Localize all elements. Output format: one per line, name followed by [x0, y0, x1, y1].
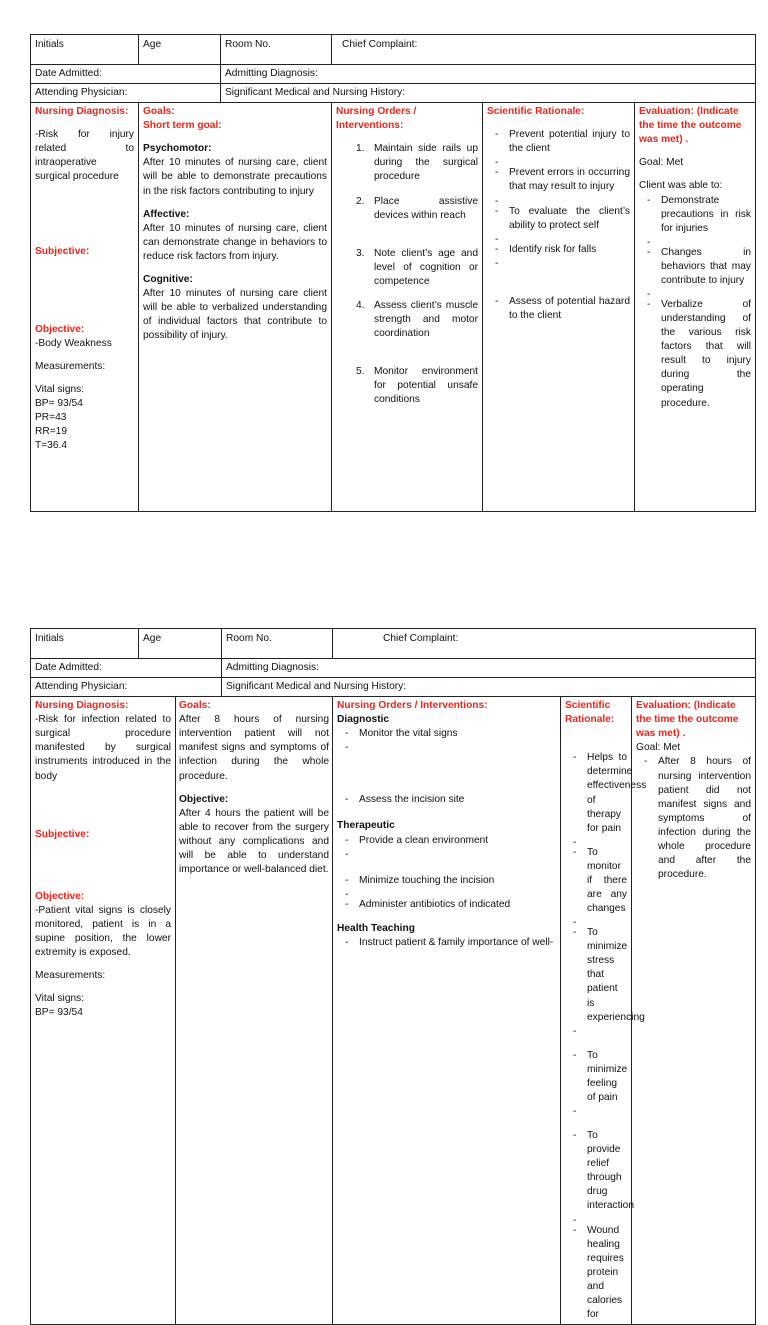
nursing-diagnosis-title: Nursing Diagnosis: — [35, 106, 129, 118]
room-cell: Room No. — [221, 35, 332, 65]
interventions-title: Nursing Orders / Interventions: — [336, 106, 417, 132]
evaluation-item: - Demonstrate precautions in risk for injuries — [639, 194, 751, 236]
measurements-label: Measurements: — [35, 360, 106, 372]
medical-history-cell: Significant Medical and Nursing History: — [222, 678, 756, 697]
evaluation-cell — [632, 697, 756, 1325]
evaluation-item: - Verbalize of understanding of the various risk factors that will result to injury during the operating procedure. — [639, 298, 751, 411]
intervention-item: 2. Place assistive devices within reach — [336, 195, 478, 223]
affective-text: After 10 minutes of nursing care, client can demonstrate change in behaviors to reduce risk factors from injury. — [143, 222, 327, 262]
goals-cell — [139, 103, 332, 512]
evaluation-cell — [635, 103, 756, 512]
objective-text: -Body Weakness — [35, 337, 112, 349]
age-cell: Age — [139, 629, 222, 659]
nursing-diagnosis-cell — [31, 103, 139, 512]
psychomotor-title: Psychomotor: — [143, 143, 212, 155]
vital-sign: PR=43 — [35, 412, 67, 424]
chief-complaint-cell: Chief Complaint: — [332, 35, 756, 65]
rationale-item: - To provide relief through drug interaction — [565, 1129, 627, 1213]
rationale-title: Scientific Rationale: — [565, 700, 615, 726]
subjective-title: Subjective: — [35, 245, 90, 257]
rationale-item: - Prevent errors in occurring that may result to injury — [487, 166, 630, 194]
rationale-item: - To minimize feeling of pain — [565, 1049, 627, 1105]
rationale-cell — [561, 697, 647, 1325]
objective-title: Objective: — [179, 793, 229, 805]
care-plan-table-2 — [30, 628, 756, 1325]
rationale-item: - To monitor if there are any changes — [565, 846, 627, 916]
date-admitted-cell: Date Admitted: — [31, 65, 221, 84]
attending-physician-cell: Attending Physician: — [31, 678, 222, 697]
intervention-item: - Monitor the vital signs — [337, 727, 556, 741]
vital-sign: T=36.4 — [35, 440, 68, 452]
goals-title: Goals: — [143, 106, 175, 118]
health-teaching-title: Health Teaching — [337, 922, 415, 934]
initials-cell: Initials — [31, 629, 139, 659]
vital-signs-title: Vital signs: — [35, 993, 85, 1005]
rationale-item: - Helps to determine effectiveness of therapy for pain — [565, 751, 627, 835]
date-admitted-cell: Date Admitted: — [31, 659, 222, 678]
vital-signs-title: Vital signs: — [35, 383, 85, 395]
evaluation-title: Evaluation: (Indicate the time the outcome was met) . — [639, 106, 742, 146]
initials-cell: Initials — [31, 35, 139, 65]
intervention-item: - Minimize touching the incision — [337, 874, 556, 888]
cognitive-text: After 10 minutes of nursing care client will be able to verbalized understanding of individual factors that contribute to possibility of injury. — [143, 288, 327, 342]
medical-history-cell: Significant Medical and Nursing History: — [221, 84, 756, 103]
evaluation-item: - After 8 hours of nursing intervention patient did not manifest signs and symptoms of infection during the whole procedure and after the procedure. — [636, 755, 751, 882]
diagnostic-title: Diagnostic — [337, 714, 390, 726]
intervention-item: 4. Assess client’s muscle strength and motor coordination — [336, 299, 478, 341]
nursing-diagnosis-text: -Risk for injury related to intraoperative surgical procedure — [35, 129, 134, 183]
interventions-cell — [332, 103, 483, 512]
goal-met-text: Goal: Met — [636, 742, 681, 754]
intervention-item: 1. Maintain side rails up during the surgical procedure — [336, 142, 478, 184]
rationale-item: - Prevent potential injury to the client — [487, 128, 630, 156]
goals-text: After 8 hours of nursing intervention patient will not manifest signs and symptoms of infection during the whole procedure. — [179, 714, 330, 782]
admitting-diagnosis-cell: Admitting Diagnosis: — [222, 659, 756, 678]
intervention-item: 5. Monitor environment for potential unsafe conditions — [336, 365, 478, 407]
attending-physician-cell: Attending Physician: — [31, 84, 221, 103]
care-plan-table-1 — [30, 34, 756, 512]
interventions-title: Nursing Orders / Interventions: — [337, 700, 488, 712]
evaluation-title: Evaluation: (Indicate the time the outcome was met) . — [636, 700, 739, 740]
goals-cell — [176, 697, 333, 1325]
interventions-cell — [333, 697, 561, 1325]
vital-sign: BP= 93/54 — [35, 397, 83, 409]
admitting-diagnosis-cell: Admitting Diagnosis: — [221, 65, 756, 84]
vital-sign: BP= 93/54 — [35, 1007, 83, 1019]
rationale-item: - Identify risk for falls — [487, 243, 630, 257]
intervention-item: - Assess the incision site — [337, 793, 556, 807]
rationale-item: - Wound healing requires protein and calories for — [565, 1224, 627, 1323]
evaluation-intro: Client was able to: — [639, 180, 723, 192]
objective-text: After 4 hours the patient will be able to recover from the surgery without any complications and will be able to understand importance or well-balanced diet. — [179, 807, 330, 876]
rationale-item: - To evaluate the client’s ability to protect self — [487, 205, 630, 233]
intervention-item: - Instruct patient & family importance of well- — [337, 936, 556, 950]
therapeutic-title: Therapeutic — [337, 820, 395, 832]
age-cell: Age — [139, 35, 221, 65]
rationale-item: - Assess of potential hazard to the client — [487, 295, 630, 323]
chief-complaint-cell: Chief Complaint: — [333, 629, 756, 659]
goal-met-text: Goal: Met — [639, 157, 684, 169]
objective-text: -Patient vital signs is closely monitored, patient is in a supine position, the lower extremity is exposed. — [35, 904, 171, 959]
measurements-label: Measurements: — [35, 970, 106, 982]
intervention-item: - Administer antibiotics of indicated — [337, 898, 556, 912]
objective-title: Objective: — [35, 323, 85, 335]
room-cell: Room No. — [222, 629, 333, 659]
objective-title: Objective: — [35, 890, 85, 902]
rationale-cell — [483, 103, 635, 512]
goals-title: Goals: — [179, 700, 211, 712]
rationale-title: Scientific Rationale: — [487, 106, 585, 118]
nursing-diagnosis-title: Nursing Diagnosis: — [35, 700, 129, 712]
intervention-item: - Provide a clean environment — [337, 834, 556, 848]
nursing-diagnosis-cell — [31, 697, 176, 1325]
psychomotor-text: After 10 minutes of nursing care, client will be able to demonstrate precautions in the risk factors contributing to injury — [143, 157, 327, 197]
rationale-item: - To minimize stress that patient is experiencing — [565, 926, 627, 1025]
affective-title: Affective: — [143, 208, 190, 220]
cognitive-title: Cognitive: — [143, 273, 193, 285]
subjective-title: Subjective: — [35, 828, 90, 840]
evaluation-item: - Changes in behaviors that may contribute to injury — [639, 246, 751, 288]
nursing-diagnosis-text: -Risk for infection related to surgical procedure manifested by surgical instruments introduced in the body — [35, 714, 171, 782]
vital-sign: RR=19 — [35, 426, 67, 438]
intervention-item: 3. Note client’s age and level of cognition or competence — [336, 247, 478, 289]
short-term-goal-title: Short term goal: — [143, 120, 222, 132]
